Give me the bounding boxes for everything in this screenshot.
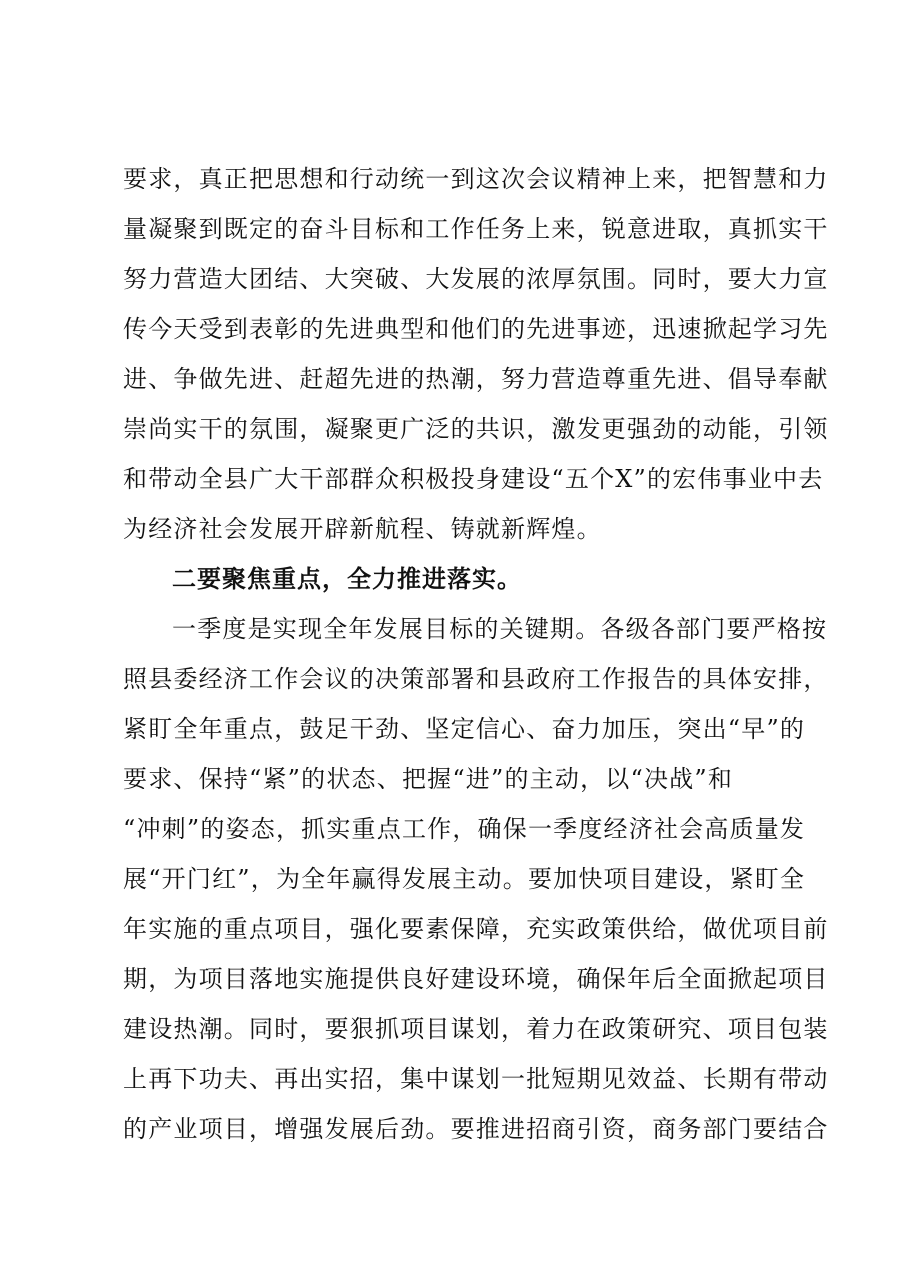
paragraph-line: 传今天受到表彰的先进典型和他们的先进事迹，迅速掀起学习先 [123, 315, 829, 343]
paragraph-line: 崇尚实干的氛围，凝聚更广泛的共识，激发更强劲的动能，引领 [123, 415, 829, 443]
paragraph-line: 一季度是实现全年发展目标的关键期。各级各部门要严格按 [172, 615, 828, 643]
paragraph-line: 年实施的重点项目，强化要素保障，充实政策供给，做优项目前 [123, 915, 829, 943]
paragraph-line: 上再下功夫、再出实招，集中谋划一批短期见效益、长期有带动 [123, 1065, 829, 1093]
section-heading: 二要聚焦重点，全力推进落实。 [172, 565, 522, 593]
paragraph-line: 紧盯全年重点，鼓足干劲、坚定信心、奋力加压，突出“早”的 [123, 715, 806, 743]
paragraph-line: 要求、保持“紧”的状态、把握“进”的主动，以“决战”和 [123, 765, 734, 793]
paragraph-line: “冲刺”的姿态，抓实重点工作，确保一季度经济社会高质量发 [123, 815, 806, 843]
paragraph-line: 要求，真正把思想和行动统一到这次会议精神上来，把智慧和力 [123, 165, 829, 193]
paragraph-line: 照县委经济工作会议的决策部署和县政府工作报告的具体安排， [123, 665, 829, 693]
paragraph-line: 的产业项目，增强发展后劲。要推进招商引资，商务部门要结合 [123, 1115, 829, 1143]
paragraph-line: 和带动全县广大干部群众积极投身建设“五个X”的宏伟事业中去 [123, 465, 824, 493]
paragraph-line: 量凝聚到既定的奋斗目标和工作任务上来，锐意进取，真抓实干 [123, 215, 829, 243]
paragraph-line: 为经济社会发展开辟新航程、铸就新辉煌。 [123, 515, 602, 543]
paragraph-line: 建设热潮。同时，要狠抓项目谋划，着力在政策研究、项目包装 [123, 1015, 829, 1043]
paragraph-line: 展“开门红”，为全年赢得发展主动。要加快项目建设，紧盯全 [123, 865, 806, 893]
paragraph-line: 努力营造大团结、大突破、大发展的浓厚氛围。同时，要大力宣 [123, 265, 829, 293]
paragraph-line: 进、争做先进、赶超先进的热潮，努力营造尊重先进、倡导奉献 [123, 365, 829, 393]
paragraph-line: 期，为项目落地实施提供良好建设环境，确保年后全面掀起项目 [123, 965, 829, 993]
